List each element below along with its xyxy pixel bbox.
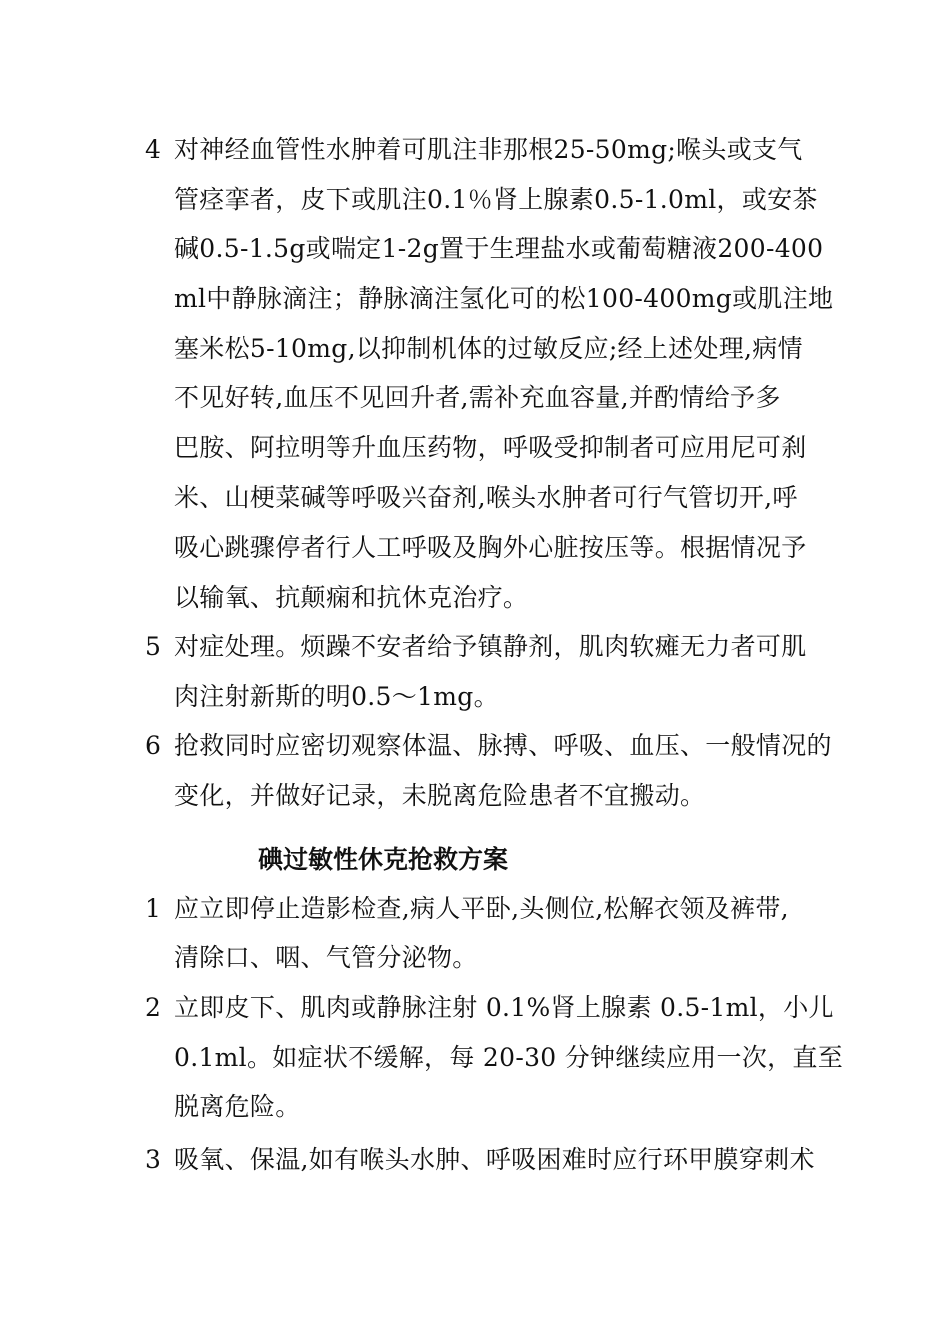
- item-text-line: 吸心跳骤停者行人工呼吸及胸外心脏按压等。根据情况予: [174, 533, 807, 562]
- item-text-line: 管痉挛者，皮下或肌注0.1％肾上腺素0.5-1.0ml，或安茶: [174, 185, 818, 214]
- item-number: 4: [145, 135, 161, 164]
- item-text-line: 碱0.5-1.5g或喘定1-2g置于生理盐水或葡萄糖液200-400: [174, 234, 824, 263]
- item-text-line: 变化，并做好记录，未脱离危险患者不宜搬动。: [174, 781, 706, 810]
- item-text-line: 肉注射新斯的明0.5～1mg。: [174, 682, 499, 711]
- item-text-line: 巴胺、阿拉明等升血压药物，呼吸受抑制者可应用尼可刹: [174, 433, 807, 462]
- item-text-line: 立即皮下、肌肉或静脉注射 0.1%肾上腺素 0.5-1ml，小儿: [174, 993, 834, 1022]
- item-text-line: 以输氧、抗颠痫和抗休克治疗。: [174, 583, 529, 612]
- section-heading: 碘过敏性休克抢救方案: [258, 845, 509, 874]
- item-text-line: 脱离危险。: [174, 1092, 301, 1121]
- item-number: 6: [145, 731, 161, 760]
- item-text-line: 对神经血管性水肿着可肌注非那根25-50mg;喉头或支气: [174, 135, 803, 164]
- item-number: 5: [145, 632, 161, 661]
- item-text-line: 塞米松5-10mg,以抑制机体的过敏反应;经上述处理,病情: [174, 334, 803, 363]
- item-number: 1: [145, 894, 161, 923]
- item-text-line: 抢救同时应密切观察体温、脉搏、呼吸、血压、一般情况的: [174, 731, 832, 760]
- item-text-line: 应立即停止造影检查,病人平卧,头侧位,松解衣领及裤带,: [174, 894, 789, 923]
- item-number: 3: [145, 1145, 161, 1174]
- item-text-line: 米、山梗菜碱等呼吸兴奋剂,喉头水肿者可行气管切开,呼: [174, 483, 798, 512]
- item-text-line: 对症处理。烦躁不安者给予镇静剂，肌肉软瘫无力者可肌: [174, 632, 807, 661]
- item-text-line: 0.1ml。如症状不缓解，每 20-30 分钟继续应用一次，直至: [174, 1043, 844, 1072]
- item-text-line: 清除口、咽、气管分泌物。: [174, 943, 478, 972]
- item-text-line: ml中静脉滴注；静脉滴注氢化可的松100-400mg或肌注地: [174, 284, 834, 313]
- item-text-line: 吸氧、保温,如有喉头水肿、呼吸困难时应行环甲膜穿刺术: [174, 1145, 815, 1174]
- item-number: 2: [145, 993, 161, 1022]
- item-text-line: 不见好转,血压不见回升者,需补充血容量,并酌情给予多: [174, 383, 781, 412]
